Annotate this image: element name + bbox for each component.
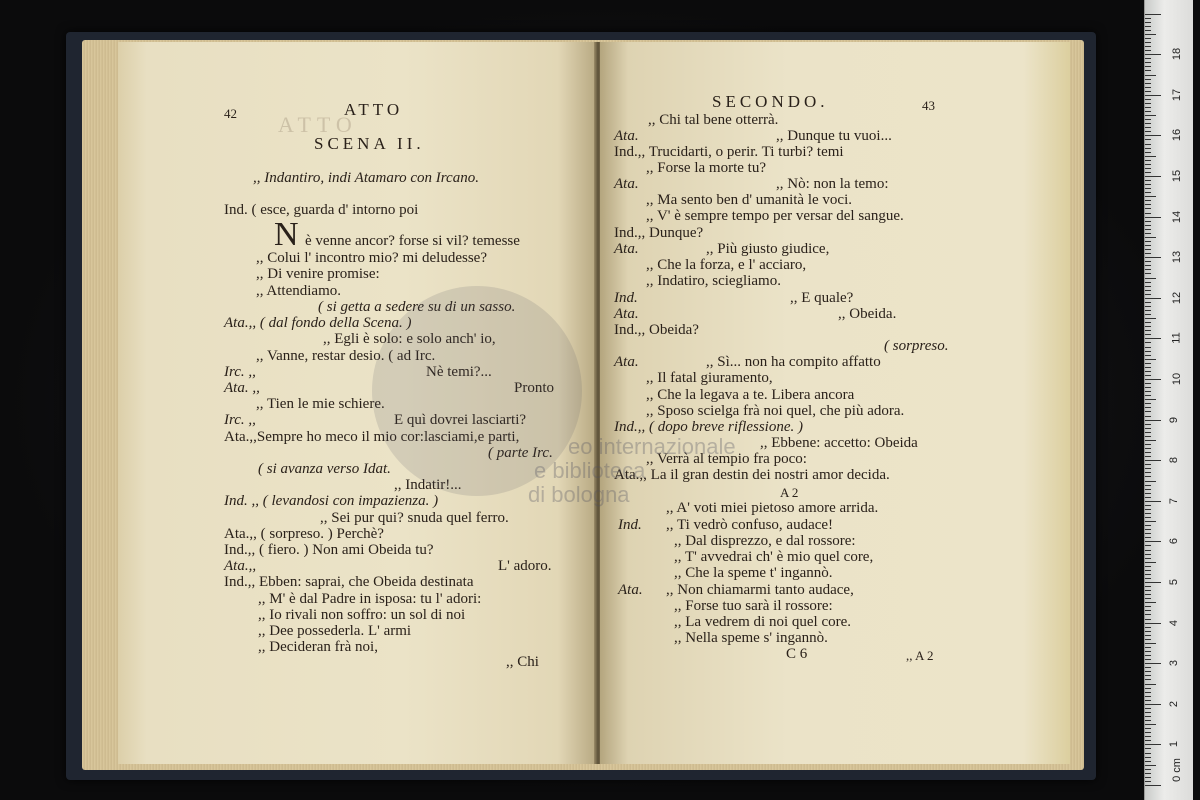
ruler-tick bbox=[1145, 748, 1151, 749]
scene-title: SCENA II. bbox=[314, 134, 425, 153]
text-line: ,, Che la forza, e l' acciaro, bbox=[646, 257, 807, 273]
drop-cap: N bbox=[274, 216, 299, 253]
ruler-tick bbox=[1145, 103, 1151, 104]
signature-mark: C 6 bbox=[786, 646, 808, 662]
running-header: ATTO bbox=[344, 100, 404, 119]
ruler-tick bbox=[1145, 444, 1151, 445]
ruler-tick bbox=[1145, 99, 1151, 100]
ruler-tick bbox=[1145, 525, 1151, 526]
ruler-tick bbox=[1145, 131, 1151, 132]
text-line: ,, M' è dal Padre in isposa: tu l' adori: bbox=[258, 591, 482, 607]
speaker: Ata. bbox=[614, 128, 639, 144]
stage-direction: ( sorpreso. bbox=[884, 338, 949, 354]
ruler-tick bbox=[1145, 160, 1151, 161]
ruler-tick bbox=[1145, 728, 1151, 729]
ruler-tick bbox=[1145, 87, 1151, 88]
left-page bbox=[118, 42, 596, 764]
ruler-tick bbox=[1145, 50, 1151, 51]
text-line: ,, Di venire promise: bbox=[256, 266, 380, 282]
ruler-tick bbox=[1145, 424, 1151, 425]
ruler-tick bbox=[1145, 221, 1151, 222]
ruler-tick bbox=[1145, 428, 1151, 429]
ruler-tick bbox=[1145, 363, 1151, 364]
ruler-tick bbox=[1145, 233, 1151, 234]
text-line: ,, Ma sento ben d' umanità le voci. bbox=[646, 192, 852, 208]
ruler-tick bbox=[1145, 578, 1151, 579]
catchword: ,, A 2 bbox=[906, 648, 934, 663]
ruler-tick bbox=[1145, 399, 1156, 400]
ruler-tick bbox=[1145, 192, 1151, 193]
text-line: ,, Chi tal bene otterrà. bbox=[648, 112, 779, 128]
text-line: ,, Che la speme t' ingannò. bbox=[674, 565, 833, 581]
ruler-tick bbox=[1145, 245, 1151, 246]
ruler-number: 17 bbox=[1171, 88, 1184, 101]
ruler-tick bbox=[1145, 614, 1151, 615]
stage-direction: ,, Indantiro, indi Atamaro con Ircano. bbox=[253, 170, 479, 186]
ruler-tick bbox=[1145, 606, 1151, 607]
ruler-tick bbox=[1145, 720, 1151, 721]
ruler-tick bbox=[1145, 643, 1156, 644]
ruler-tick bbox=[1145, 517, 1151, 518]
text-line: Nè temi?... bbox=[426, 364, 492, 380]
ruler-tick bbox=[1145, 359, 1156, 360]
ruler-tick bbox=[1145, 533, 1151, 534]
text-line: ,, Che la legava a te. Libera ancora bbox=[646, 387, 855, 403]
ruler-tick bbox=[1145, 684, 1156, 685]
ruler-tick bbox=[1145, 115, 1156, 116]
ruler-tick bbox=[1145, 95, 1161, 96]
ruler-tick bbox=[1145, 91, 1151, 92]
ruler-tick bbox=[1145, 464, 1151, 465]
ruler-tick bbox=[1145, 647, 1151, 648]
text-line: ,, Sei pur qui? snuda quel ferro. bbox=[320, 510, 509, 526]
ruler-tick bbox=[1145, 379, 1161, 380]
text-line: ,, Egli è solo: e solo anch' io, bbox=[323, 331, 496, 347]
ruler-tick bbox=[1145, 286, 1151, 287]
stage-direction: ( parte Irc. bbox=[488, 445, 553, 461]
speaker: Irc. ,, bbox=[224, 412, 256, 428]
ruler-tick bbox=[1145, 639, 1151, 640]
text-line: ,, Nò: non la temo: bbox=[776, 176, 889, 192]
ruler-tick bbox=[1145, 241, 1151, 242]
ruler-tick bbox=[1145, 273, 1151, 274]
ruler-number: 5 bbox=[1168, 578, 1181, 586]
ruler-tick bbox=[1145, 383, 1151, 384]
ruler-tick bbox=[1145, 180, 1151, 181]
ruler-tick bbox=[1145, 172, 1151, 173]
ruler-tick bbox=[1145, 501, 1161, 502]
text-line: ,, V' è sempre tempo per versar del sangue. bbox=[646, 208, 904, 224]
watermark-text: di bologna bbox=[528, 482, 630, 507]
ruler-tick bbox=[1145, 594, 1151, 595]
ruler-tick bbox=[1145, 732, 1151, 733]
text-line: ,, La vedrem di noi quel core. bbox=[674, 614, 852, 630]
text-line: ,, Sposo scielga frà noi quel, che più adora. bbox=[646, 403, 905, 419]
ruler-tick bbox=[1145, 58, 1151, 59]
ruler-tick bbox=[1145, 570, 1151, 571]
text-line: ,, Forse la morte tu? bbox=[646, 160, 766, 176]
ruler-tick bbox=[1145, 472, 1151, 473]
speaker: Ata. bbox=[614, 354, 639, 370]
ruler-tick bbox=[1145, 22, 1151, 23]
ruler-tick bbox=[1145, 135, 1161, 136]
ruler-tick bbox=[1145, 708, 1151, 709]
ruler-tick bbox=[1145, 229, 1151, 230]
text-line: Ind. ,, ( levandosi con impazienza. ) bbox=[224, 493, 439, 509]
text-line: ,, Decideran frà noi, bbox=[258, 639, 378, 655]
ruler-tick bbox=[1145, 83, 1151, 84]
text-line: ,, Ebbene: accetto: Obeida bbox=[760, 435, 918, 451]
text-line: ,, Io rivali non soffro: un sol di noi bbox=[258, 607, 466, 623]
text-line: ,, Dunque tu vuoi... bbox=[776, 128, 892, 144]
ruler-tick bbox=[1145, 338, 1161, 339]
ruler-tick bbox=[1145, 651, 1151, 652]
ruler-unit: 0 cm bbox=[1170, 758, 1183, 782]
ruler-tick bbox=[1145, 566, 1151, 567]
ruler-tick bbox=[1145, 481, 1156, 482]
ruler-tick bbox=[1145, 635, 1151, 636]
stage-direction: ( si avanza verso Idat. bbox=[258, 461, 391, 477]
ruler-tick bbox=[1145, 253, 1151, 254]
ruler-tick bbox=[1145, 416, 1151, 417]
ruler-number: 13 bbox=[1171, 251, 1184, 264]
ruler-tick bbox=[1145, 403, 1151, 404]
ruler-tick bbox=[1145, 452, 1151, 453]
ruler-tick bbox=[1145, 558, 1151, 559]
ruler-tick bbox=[1145, 347, 1151, 348]
ruler-tick bbox=[1145, 148, 1151, 149]
ruler-tick bbox=[1145, 387, 1151, 388]
ruler-tick bbox=[1145, 66, 1151, 67]
ruler-tick bbox=[1145, 407, 1151, 408]
ruler-tick bbox=[1145, 724, 1156, 725]
ruler-tick bbox=[1145, 225, 1151, 226]
ruler-tick bbox=[1145, 282, 1151, 283]
ruler-tick bbox=[1145, 164, 1151, 165]
ruler-tick bbox=[1145, 119, 1151, 120]
ruler-number: 7 bbox=[1168, 497, 1181, 504]
ruler-number: 9 bbox=[1168, 416, 1181, 423]
ruler-tick bbox=[1145, 54, 1161, 55]
page-number: 42 bbox=[224, 106, 237, 121]
stage-direction: ( si getta a sedere su di un sasso. bbox=[318, 299, 516, 315]
page-number: 43 bbox=[922, 98, 935, 113]
ruler-tick bbox=[1145, 111, 1151, 112]
text-line: è venne ancor? forse si vil? temesse bbox=[305, 233, 520, 249]
ruler-tick bbox=[1145, 367, 1151, 368]
ruler-tick bbox=[1145, 75, 1156, 76]
text-line: ,, Forse tuo sarà il rossore: bbox=[674, 598, 833, 614]
speaker: Ata. bbox=[614, 241, 639, 257]
ruler-tick bbox=[1145, 26, 1151, 27]
ruler-tick bbox=[1145, 70, 1151, 71]
ruler-tick bbox=[1145, 79, 1151, 80]
ruler-number: 16 bbox=[1171, 129, 1184, 142]
ruler-tick bbox=[1145, 509, 1151, 510]
ruler-number: 4 bbox=[1168, 619, 1181, 626]
ruler-tick bbox=[1145, 740, 1151, 741]
ruler-tick bbox=[1145, 513, 1151, 514]
ruler-tick bbox=[1145, 712, 1151, 713]
ruler-number: 18 bbox=[1171, 48, 1184, 61]
ruler-tick bbox=[1145, 302, 1151, 303]
ruler-tick bbox=[1145, 411, 1151, 412]
ruler-tick bbox=[1145, 188, 1151, 189]
ruler-number: 3 bbox=[1168, 660, 1181, 667]
ruler-tick bbox=[1145, 667, 1151, 668]
text-line: ,, Non chiamarmi tanto audace, bbox=[666, 582, 854, 598]
ruler-tick bbox=[1145, 294, 1151, 295]
text-line: E quì dovrei lasciarti? bbox=[394, 412, 527, 428]
ruler-tick bbox=[1145, 757, 1151, 758]
measurement-ruler bbox=[1144, 0, 1193, 800]
text-line: ,, Tien le mie schiere. bbox=[256, 396, 385, 412]
right-page bbox=[600, 42, 1070, 764]
text-line: L' adoro. bbox=[498, 558, 552, 574]
speaker: Ata. bbox=[614, 176, 639, 192]
ruler-tick bbox=[1145, 213, 1151, 214]
ruler-tick bbox=[1145, 310, 1151, 311]
ruler-tick bbox=[1145, 692, 1151, 693]
ruler-number: 10 bbox=[1171, 372, 1184, 386]
ruler-tick bbox=[1145, 485, 1151, 486]
ruler-tick bbox=[1145, 610, 1151, 611]
ruler-tick bbox=[1145, 139, 1151, 140]
ruler-tick bbox=[1145, 671, 1151, 672]
text-line: ,, Dal disprezzo, e dal rossore: bbox=[674, 533, 856, 549]
ruler-tick bbox=[1145, 627, 1151, 628]
speaker: Ata.,, bbox=[224, 558, 257, 574]
text-line: Ata.,, ( dal fondo della Scena. ) bbox=[224, 315, 412, 331]
ruler-tick bbox=[1145, 497, 1151, 498]
ruler-tick bbox=[1145, 290, 1151, 291]
text-line: Ind. ( esce, guarda d' intorno poi bbox=[224, 202, 419, 218]
ruler-tick bbox=[1145, 505, 1151, 506]
catchword: ,, Chi bbox=[506, 654, 539, 670]
speaker: Ata. ,, bbox=[224, 380, 260, 396]
ruler-tick bbox=[1145, 62, 1151, 63]
ruler-tick bbox=[1145, 554, 1151, 555]
watermark-text: eo internazionale bbox=[568, 434, 736, 459]
ruler-tick bbox=[1145, 395, 1151, 396]
ruler-tick bbox=[1145, 18, 1151, 19]
ruler-tick bbox=[1145, 34, 1156, 35]
ruler-tick bbox=[1145, 659, 1151, 660]
ruler-tick bbox=[1145, 391, 1151, 392]
ruler-tick bbox=[1145, 371, 1151, 372]
ruler-tick bbox=[1145, 38, 1151, 39]
ruler-tick bbox=[1145, 781, 1151, 782]
text-line: Ind.,, Dunque? bbox=[614, 225, 704, 241]
ruler-tick bbox=[1145, 493, 1151, 494]
ruler-tick bbox=[1145, 562, 1156, 563]
ruler-tick bbox=[1145, 30, 1151, 31]
text-line: Ata.,,Sempre ho meco il mio cor:lasciami,e parti, bbox=[224, 429, 520, 445]
ruler-tick bbox=[1145, 476, 1151, 477]
ruler-tick bbox=[1145, 204, 1151, 205]
text-line: ,, Verrà al tempio fra poco: bbox=[646, 451, 807, 467]
ruler-tick bbox=[1145, 314, 1151, 315]
ruler-tick bbox=[1145, 176, 1161, 177]
ruler-tick bbox=[1145, 261, 1151, 262]
ruler-tick bbox=[1145, 550, 1151, 551]
ruler-number: 6 bbox=[1168, 538, 1181, 545]
ruler-tick bbox=[1145, 785, 1161, 786]
ruler-number: 2 bbox=[1168, 700, 1181, 707]
ruler-tick bbox=[1145, 318, 1156, 319]
ruler-number: 15 bbox=[1171, 169, 1184, 183]
ruler-number: 8 bbox=[1168, 457, 1181, 464]
text-line: ,, T' avvedrai ch' è mio quel core, bbox=[674, 549, 874, 565]
ruler-tick bbox=[1145, 123, 1151, 124]
text-line: Pronto bbox=[514, 380, 555, 396]
ruler-tick bbox=[1145, 278, 1156, 279]
ruler-tick bbox=[1145, 107, 1151, 108]
ruler-tick bbox=[1145, 306, 1151, 307]
ruler-tick bbox=[1145, 257, 1161, 258]
ruler-tick bbox=[1145, 46, 1151, 47]
ruler-tick bbox=[1145, 688, 1151, 689]
ruler-tick bbox=[1145, 156, 1156, 157]
text-line: ,, Attendiamo. bbox=[256, 283, 341, 299]
ruler-tick bbox=[1145, 541, 1161, 542]
ruler-tick bbox=[1145, 582, 1161, 583]
ruler-tick bbox=[1145, 342, 1151, 343]
ruler-tick bbox=[1145, 217, 1161, 218]
text-line: ,, A' voti miei pietoso amore arrida. bbox=[666, 500, 879, 516]
text-line: Ind.,, Obeida? bbox=[614, 322, 699, 338]
ruler-tick bbox=[1145, 696, 1151, 697]
ruler-tick bbox=[1145, 489, 1151, 490]
ruler-tick bbox=[1145, 736, 1151, 737]
ruler-tick bbox=[1145, 773, 1151, 774]
ruler-tick bbox=[1145, 249, 1151, 250]
ruler-tick bbox=[1145, 330, 1151, 331]
ruler-tick bbox=[1145, 769, 1151, 770]
ruler-tick bbox=[1145, 679, 1151, 680]
ruler-tick bbox=[1145, 14, 1161, 15]
text-line: ,, Dee possederla. L' armi bbox=[258, 623, 412, 639]
text-line: ,, Vanne, restar desio. ( ad Irc. bbox=[256, 348, 436, 364]
a-due-marker: A 2 bbox=[780, 485, 799, 500]
speaker: Ind. bbox=[618, 517, 642, 533]
text-line: ,, Più giusto giudice, bbox=[706, 241, 830, 257]
ruler-tick bbox=[1145, 537, 1151, 538]
ruler-tick bbox=[1145, 269, 1151, 270]
ruler-tick bbox=[1145, 448, 1151, 449]
text-line: Ind.,, Ebben: saprai, che Obeida destinata bbox=[224, 574, 474, 590]
text-line: Ind.,, ( dopo breve riflessione. ) bbox=[614, 419, 803, 435]
text-line: ,, Ti vedrò confuso, audace! bbox=[666, 517, 834, 533]
ruler-tick bbox=[1145, 168, 1151, 169]
text-line: ,, Obeida. bbox=[838, 306, 897, 322]
speaker: Irc. ,, bbox=[224, 364, 256, 380]
text-line: ,, Colui l' incontro mio? mi deludesse? bbox=[256, 250, 487, 266]
ruler-tick bbox=[1145, 529, 1151, 530]
ruler-number: 11 bbox=[1170, 332, 1183, 345]
text-line: ,, Nella speme s' ingannò. bbox=[674, 630, 828, 646]
text-line: Ata.,, La il gran destin dei nostri amor decida. bbox=[614, 467, 890, 483]
text-line: ,, Il fatal giuramento, bbox=[646, 370, 773, 386]
ruler-tick bbox=[1145, 619, 1151, 620]
ruler-tick bbox=[1145, 744, 1161, 745]
ruler-number: 14 bbox=[1171, 210, 1184, 223]
ruler-tick bbox=[1145, 298, 1161, 299]
ruler-tick bbox=[1145, 460, 1161, 461]
ruler-tick bbox=[1145, 200, 1151, 201]
ruler-tick bbox=[1145, 152, 1151, 153]
ruler-tick bbox=[1145, 521, 1156, 522]
text-line: Ata.,, ( sorpreso. ) Perchè? bbox=[224, 526, 384, 542]
ruler-tick bbox=[1145, 196, 1156, 197]
ruler-tick bbox=[1145, 574, 1151, 575]
text-line: ,, Indatir!... bbox=[394, 477, 462, 493]
text-line: ,, Indatiro, sciegliamo. bbox=[646, 273, 781, 289]
ruler-tick bbox=[1145, 602, 1156, 603]
ruler-tick bbox=[1145, 208, 1151, 209]
ruler-tick bbox=[1145, 144, 1151, 145]
ruler-tick bbox=[1145, 586, 1151, 587]
ruler-tick bbox=[1145, 761, 1151, 762]
text-line: Ind.,, ( fiero. ) Non ami Obeida tu? bbox=[224, 542, 434, 558]
running-header: SECONDO. bbox=[712, 92, 829, 111]
ruler-tick bbox=[1145, 700, 1151, 701]
ruler-tick bbox=[1145, 765, 1156, 766]
ruler-tick bbox=[1145, 598, 1151, 599]
ruler-tick bbox=[1145, 440, 1156, 441]
ruler-tick bbox=[1145, 675, 1151, 676]
ruler-tick bbox=[1145, 322, 1151, 323]
ruler-tick bbox=[1145, 456, 1151, 457]
speaker: Ata. bbox=[614, 306, 639, 322]
text-line: ,, Sì... non ha compito affatto bbox=[706, 354, 881, 370]
ruler-tick bbox=[1145, 753, 1151, 754]
ruler-tick bbox=[1145, 184, 1151, 185]
ruler-tick bbox=[1145, 127, 1151, 128]
ruler-tick bbox=[1145, 351, 1151, 352]
ruler-tick bbox=[1145, 265, 1151, 266]
ruler-tick bbox=[1145, 420, 1161, 421]
ruler-tick bbox=[1145, 432, 1151, 433]
ruler-tick bbox=[1145, 655, 1151, 656]
ruler-tick bbox=[1145, 590, 1151, 591]
ruler-tick bbox=[1145, 375, 1151, 376]
ruler-tick bbox=[1145, 237, 1156, 238]
ruler-tick bbox=[1145, 716, 1151, 717]
ruler-tick bbox=[1145, 355, 1151, 356]
watermark-text: e biblioteca bbox=[534, 458, 646, 483]
speaker: Ata. bbox=[618, 582, 643, 598]
ruler-tick bbox=[1145, 663, 1161, 664]
ruler-tick bbox=[1145, 545, 1151, 546]
ruler-tick bbox=[1145, 468, 1151, 469]
text-line: ,, E quale? bbox=[790, 290, 854, 306]
ruler-tick bbox=[1145, 631, 1151, 632]
speaker: Ind. bbox=[614, 290, 638, 306]
ruler-tick bbox=[1145, 704, 1161, 705]
text-line: Ind.,, Trucidarti, o perir. Ti turbi? temi bbox=[614, 144, 844, 160]
show-through-text: ATTO bbox=[278, 112, 358, 137]
ruler-tick bbox=[1145, 334, 1151, 335]
ruler-tick bbox=[1145, 777, 1151, 778]
ruler-tick bbox=[1145, 436, 1151, 437]
ruler-number: 1 bbox=[1168, 741, 1181, 748]
ruler-tick bbox=[1145, 42, 1151, 43]
ruler-tick bbox=[1145, 623, 1161, 624]
ruler-tick bbox=[1145, 326, 1151, 327]
ruler-number: 12 bbox=[1171, 291, 1184, 304]
